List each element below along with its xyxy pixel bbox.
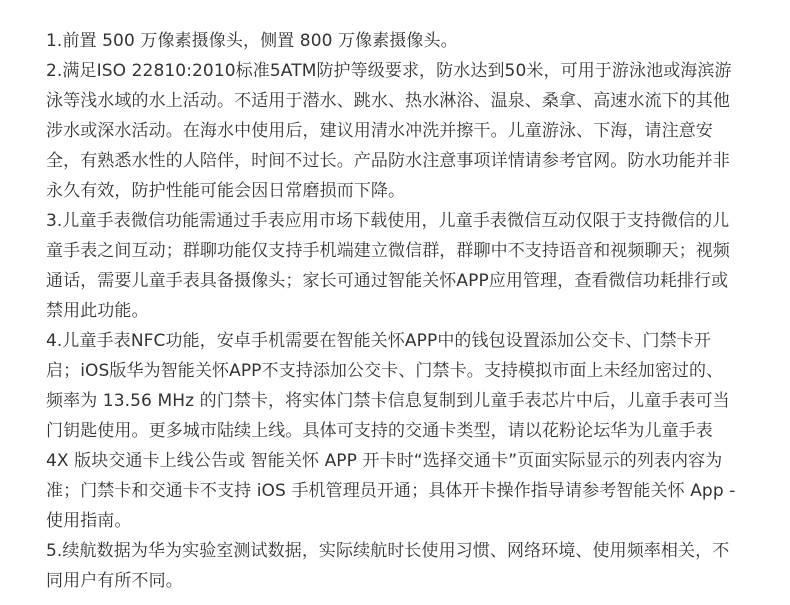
note-line: 泳等浅水域的水上活动。不适用于潜水、跳水、热水淋浴、温泉、桑拿、高速水流下的其他 (46, 91, 730, 111)
note-line: 频率为 13.56 MHz 的门禁卡，将实体门禁卡信息复制到儿童手表芯片中后，儿童手表可当 (46, 391, 730, 411)
note-line: 全，有熟悉水性的人陪伴，时间不过长。产品防水注意事项详情请参考官网。防水功能并非 (46, 151, 730, 171)
note-line: 4X 版块交通卡上线公告或 智能关怀 APP 开卡时“选择交通卡”页面实际显示的列表内容为 (46, 451, 723, 471)
note-line: 2.满足ISO 22810:2010标准5ATM防护等级要求，防水达到50米，可用于游泳池或海滨游 (46, 61, 732, 81)
note-line: 4.儿童手表NFC功能，安卓手机需要在智能关怀APP中的钱包设置添加公交卡、门禁卡开 (46, 331, 711, 351)
note-line: 1.前置 500 万像素摄像头，侧置 800 万像素摄像头。 (46, 31, 458, 51)
note-line: 使用指南。 (46, 511, 132, 531)
note-line: 童手表之间互动；群聊功能仅支持手机端建立微信群，群聊中不支持语音和视频聊天；视频 (46, 241, 730, 261)
note-line: 启；iOS版华为智能关怀APP不支持添加公交卡、门禁卡。支持模拟市面上未经加密过的、 (46, 361, 724, 381)
note-line: 禁用此功能。 (46, 301, 149, 321)
note-line: 3.儿童手表微信功能需通过手表应用市场下载使用，儿童手表微信互动仅限于支持微信的儿 (46, 211, 730, 231)
note-line: 同用户有所不同。 (46, 571, 183, 591)
note-line: 5.续航数据为华为实验室测试数据，实际续航时长使用习惯、网络环境、使用频率相关，不 (46, 541, 730, 561)
note-line: 准；门禁卡和交通卡不支持 iOS 手机管理员开通；具体开卡操作指导请参考智能关怀 App - (46, 481, 736, 501)
note-line: 永久有效，防护性能可能会因日常磨损而下降。 (46, 181, 406, 201)
note-line: 涉水或深水活动。在海水中使用后，建议用清水冲洗并擦干。儿童游泳、下海，请注意安 (46, 121, 713, 141)
product-notes (46, 26, 758, 596)
note-line: 门钥匙使用。更多城市陆续上线。具体可支持的交通卡类型，请以花粉论坛华为儿童手表 (46, 421, 713, 441)
note-line: 通话，需要儿童手表具备摄像头；家长可通过智能关怀APP应用管理，查看微信功耗排行或 (46, 271, 729, 291)
